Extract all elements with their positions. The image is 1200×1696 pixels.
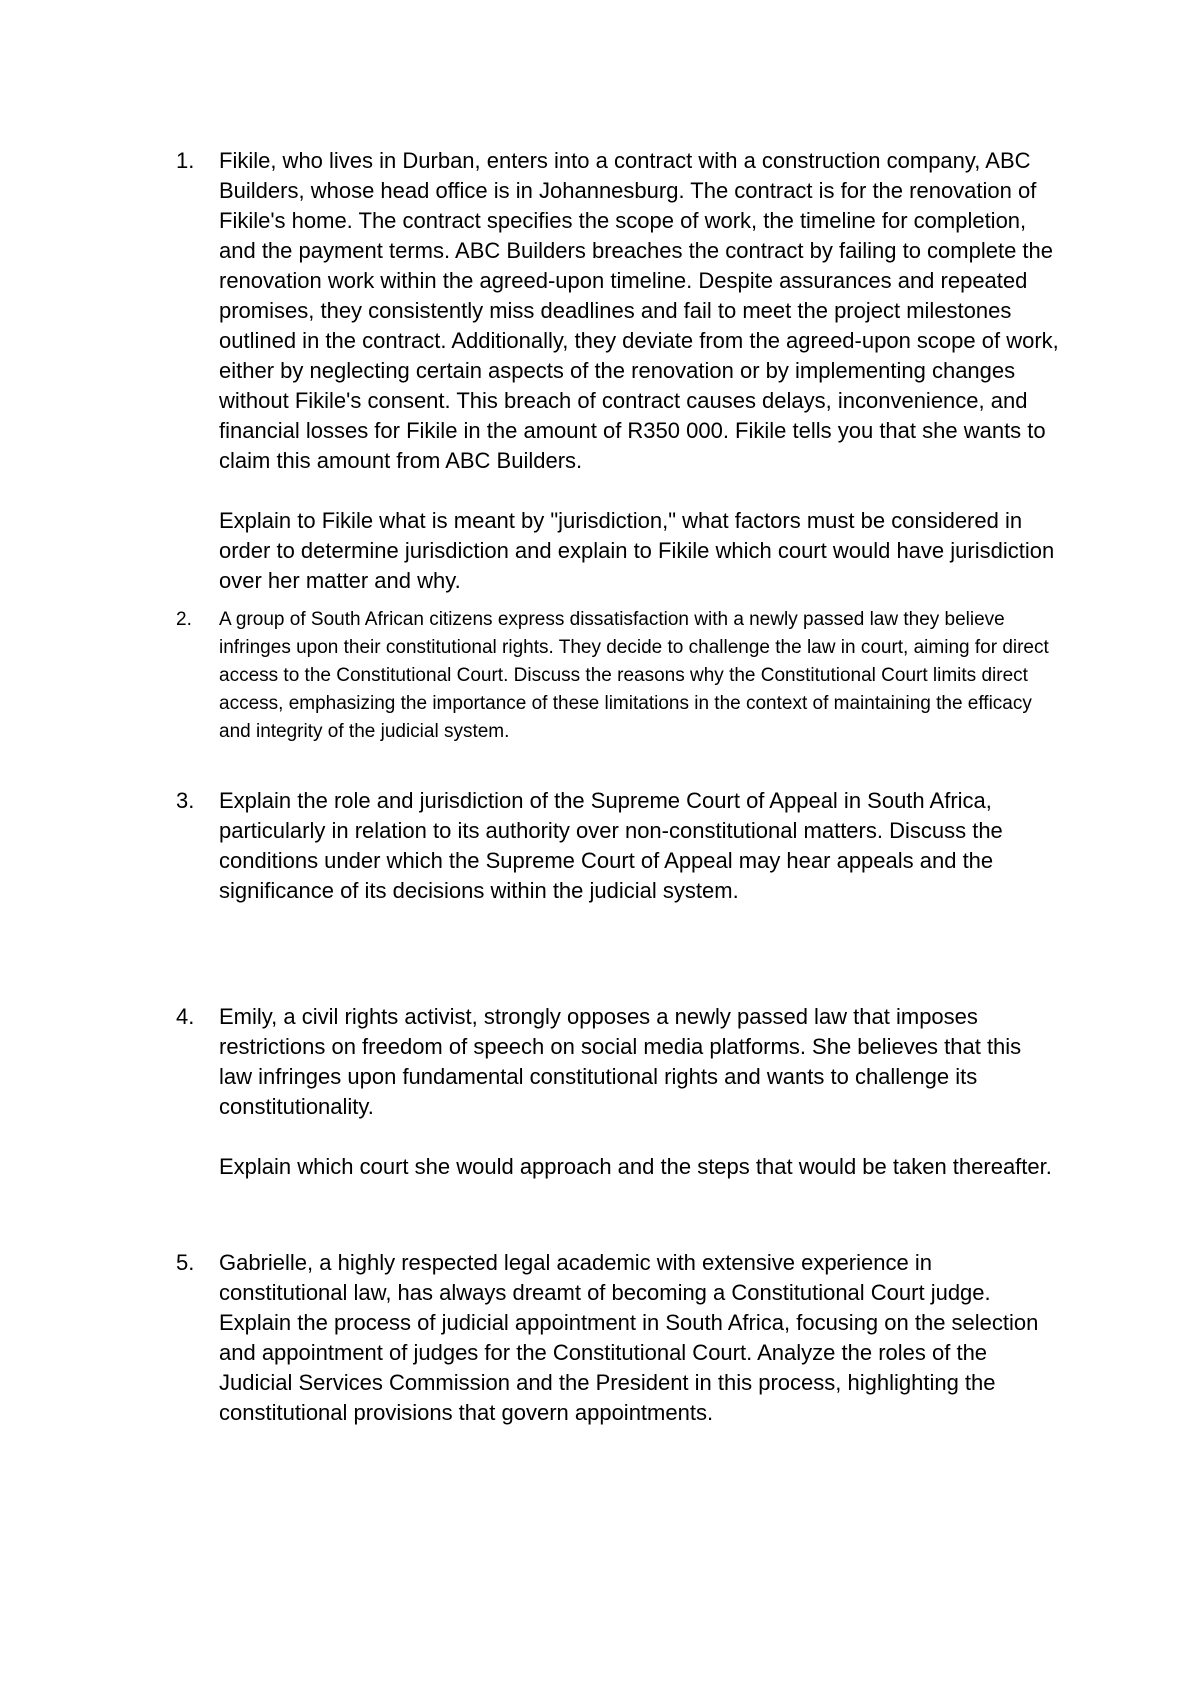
question-number: 3. bbox=[176, 788, 195, 813]
question-paragraph: Emily, a civil rights activist, strongly opposes a newly passed law that imposes restrictions on freedom of speech on social media platforms. She believes that this law infringes upon fundamental constitutional rights and wants to challenge its constitutionality. bbox=[219, 1004, 1022, 1119]
question-number: 2. bbox=[176, 609, 192, 630]
question-paragraph: A group of South African citizens express dissatisfaction with a newly passed law they believe infringes upon their constitutional rights. They decide to challenge the law in court, aiming for direct access to the Constitutional Court. Discuss the reasons why the Constitutional Court limits direct access, emphasizing the importance of these limitations in the context of maintaining the efficacy and integrity of the judicial system. bbox=[219, 609, 1049, 742]
question-number: 5. bbox=[176, 1250, 195, 1275]
question-paragraph: Gabrielle, a highly respected legal academic with extensive experience in constitutional law, has always dreamt of becoming a Constitutional Court judge. Explain the process of judicial appointment in South Africa, focusing on the selection and appointment of judges for the Constitutional Court. Analyze the roles of the Judicial Services Commission and the President in this process, highlighting the constitutional provisions that govern appointments. bbox=[219, 1250, 1039, 1425]
question-body bbox=[219, 146, 1059, 596]
question-number: 1. bbox=[176, 148, 195, 173]
question-body bbox=[219, 786, 1059, 906]
question-paragraph: Explain the role and jurisdiction of the Supreme Court of Appeal in South Africa, particularly in relation to its authority over non-constitutional matters. Discuss the conditions under which the Supreme Court of Appeal may hear appeals and the significance of its decisions within the judicial system. bbox=[219, 788, 1003, 903]
question-body bbox=[219, 1002, 1059, 1182]
question-paragraph: Fikile, who lives in Durban, enters into a contract with a construction company, ABC Builders, whose head office is in Johannesburg. The contract is for the renovation of Fikile's home. The contract specifies the scope of work, the timeline for completion, and the payment terms. ABC Builders breaches the contract by failing to complete the renovation work within the agreed-upon timeline. Despite assurances and repeated promises, they consistently miss deadlines and fail to meet the project milestones outlined in the contract. Additionally, they deviate from the agreed-upon scope of work, either by neglecting certain aspects of the renovation or by implementing changes without Fikile's consent. This breach of contract causes delays, inconvenience, and financial losses for Fikile in the amount of R350 000. Fikile tells you that she wants to claim this amount from ABC Builders. bbox=[219, 148, 1059, 473]
question-paragraph: Explain to Fikile what is meant by "jurisdiction," what factors must be considered in order to determine jurisdiction and explain to Fikile which court would have jurisdiction over her matter and why. bbox=[219, 508, 1055, 593]
question-paragraph: Explain which court she would approach and the steps that would be taken thereafter. bbox=[219, 1154, 1052, 1179]
question-number: 4. bbox=[176, 1004, 195, 1029]
question-body bbox=[219, 606, 1059, 746]
question-body bbox=[219, 1248, 1059, 1428]
